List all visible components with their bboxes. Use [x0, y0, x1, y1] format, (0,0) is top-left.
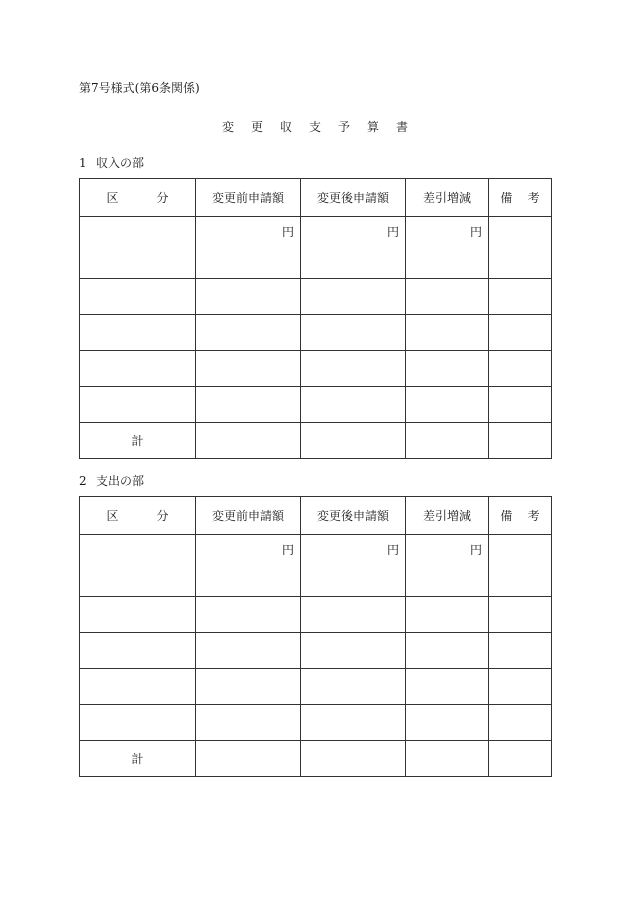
expense-col-category-b: 分	[156, 509, 169, 523]
income-col-remarks	[489, 179, 552, 217]
income-cell-category[interactable]	[80, 387, 196, 423]
income-col-after: 変更後申請額	[301, 179, 406, 217]
expense-col-category-a: 区	[106, 509, 119, 523]
expense-cell-category[interactable]	[80, 705, 196, 741]
expense-table-row	[80, 705, 552, 741]
expense-cell-before-unit: 円	[196, 535, 301, 597]
income-total-label: 計	[80, 423, 196, 459]
document-title: 変更収支予算書	[221, 120, 425, 134]
income-cell-after[interactable]	[301, 387, 406, 423]
expense-col-remarks-b: 考	[527, 509, 540, 523]
expense-cell-remarks[interactable]	[489, 597, 552, 633]
expense-cell-after[interactable]	[301, 669, 406, 705]
expense-total-before[interactable]	[196, 741, 301, 777]
income-col-category-b: 分	[156, 191, 169, 205]
income-cell-remarks[interactable]	[489, 351, 552, 387]
expense-total-diff[interactable]	[406, 741, 489, 777]
income-table-row	[80, 387, 552, 423]
income-total-diff[interactable]	[406, 423, 489, 459]
income-table-row	[80, 217, 552, 279]
income-section-number: 1	[79, 156, 87, 170]
expense-table-row	[80, 669, 552, 705]
expense-table-row	[80, 633, 552, 669]
income-cell-category[interactable]	[80, 217, 196, 279]
expense-cell-diff[interactable]	[406, 705, 489, 741]
income-cell-category[interactable]	[80, 351, 196, 387]
income-col-remarks-b: 考	[527, 191, 540, 205]
income-cell-after[interactable]	[301, 315, 406, 351]
expense-col-remarks-a: 備	[500, 509, 513, 523]
expense-section-heading	[79, 473, 144, 489]
income-col-before: 変更前申請額	[196, 179, 301, 217]
expense-total-remarks[interactable]	[489, 741, 552, 777]
income-cell-remarks[interactable]	[489, 315, 552, 351]
expense-total-row	[80, 741, 552, 777]
expense-cell-before[interactable]	[196, 633, 301, 669]
expense-cell-after[interactable]	[301, 633, 406, 669]
expense-total-label: 計	[80, 741, 196, 777]
income-cell-diff[interactable]	[406, 351, 489, 387]
income-cell-before[interactable]	[196, 351, 301, 387]
expense-total-after[interactable]	[301, 741, 406, 777]
form-number: 第7号様式(第6条関係)	[79, 81, 200, 95]
income-total-before[interactable]	[196, 423, 301, 459]
expense-table-header-row	[80, 497, 552, 535]
income-table	[79, 178, 552, 459]
expense-cell-diff-unit: 円	[406, 535, 489, 597]
expense-cell-before[interactable]	[196, 705, 301, 741]
expense-col-before: 変更前申請額	[196, 497, 301, 535]
expense-section-title: 支出の部	[96, 474, 145, 488]
expense-cell-diff[interactable]	[406, 669, 489, 705]
income-table-row	[80, 351, 552, 387]
income-cell-diff[interactable]	[406, 279, 489, 315]
expense-cell-remarks[interactable]	[489, 633, 552, 669]
expense-col-remarks	[489, 497, 552, 535]
income-cell-before[interactable]	[196, 387, 301, 423]
expense-cell-before[interactable]	[196, 597, 301, 633]
income-cell-remarks[interactable]	[489, 387, 552, 423]
expense-section-number: 2	[79, 474, 87, 488]
income-cell-after[interactable]	[301, 279, 406, 315]
income-cell-category[interactable]	[80, 279, 196, 315]
expense-cell-category[interactable]	[80, 669, 196, 705]
expense-col-category	[80, 497, 196, 535]
expense-cell-after-unit: 円	[301, 535, 406, 597]
expense-table-row	[80, 535, 552, 597]
income-cell-diff[interactable]	[406, 387, 489, 423]
income-cell-category[interactable]	[80, 315, 196, 351]
income-cell-before[interactable]	[196, 315, 301, 351]
income-col-category	[80, 179, 196, 217]
expense-cell-remarks[interactable]	[489, 535, 552, 597]
expense-table	[79, 496, 552, 777]
income-cell-after-unit: 円	[301, 217, 406, 279]
expense-cell-category[interactable]	[80, 633, 196, 669]
expense-cell-before[interactable]	[196, 669, 301, 705]
income-section-heading	[79, 155, 144, 171]
income-cell-before[interactable]	[196, 279, 301, 315]
income-col-diff: 差引増減	[406, 179, 489, 217]
income-total-after[interactable]	[301, 423, 406, 459]
income-col-remarks-a: 備	[500, 191, 513, 205]
expense-cell-category[interactable]	[80, 535, 196, 597]
expense-col-after: 変更後申請額	[301, 497, 406, 535]
expense-cell-diff[interactable]	[406, 633, 489, 669]
income-cell-remarks[interactable]	[489, 279, 552, 315]
income-table-header-row	[80, 179, 552, 217]
expense-cell-remarks[interactable]	[489, 705, 552, 741]
expense-cell-category[interactable]	[80, 597, 196, 633]
expense-cell-after[interactable]	[301, 597, 406, 633]
income-table-row	[80, 279, 552, 315]
expense-col-diff: 差引増減	[406, 497, 489, 535]
income-col-category-a: 区	[106, 191, 119, 205]
income-cell-remarks[interactable]	[489, 217, 552, 279]
income-cell-before-unit: 円	[196, 217, 301, 279]
income-total-row	[80, 423, 552, 459]
income-section-title: 収入の部	[96, 156, 145, 170]
income-cell-diff-unit: 円	[406, 217, 489, 279]
income-total-remarks[interactable]	[489, 423, 552, 459]
income-table-row	[80, 315, 552, 351]
expense-cell-remarks[interactable]	[489, 669, 552, 705]
income-cell-diff[interactable]	[406, 315, 489, 351]
income-cell-after[interactable]	[301, 351, 406, 387]
expense-cell-diff[interactable]	[406, 597, 489, 633]
expense-table-row	[80, 597, 552, 633]
expense-cell-after[interactable]	[301, 705, 406, 741]
